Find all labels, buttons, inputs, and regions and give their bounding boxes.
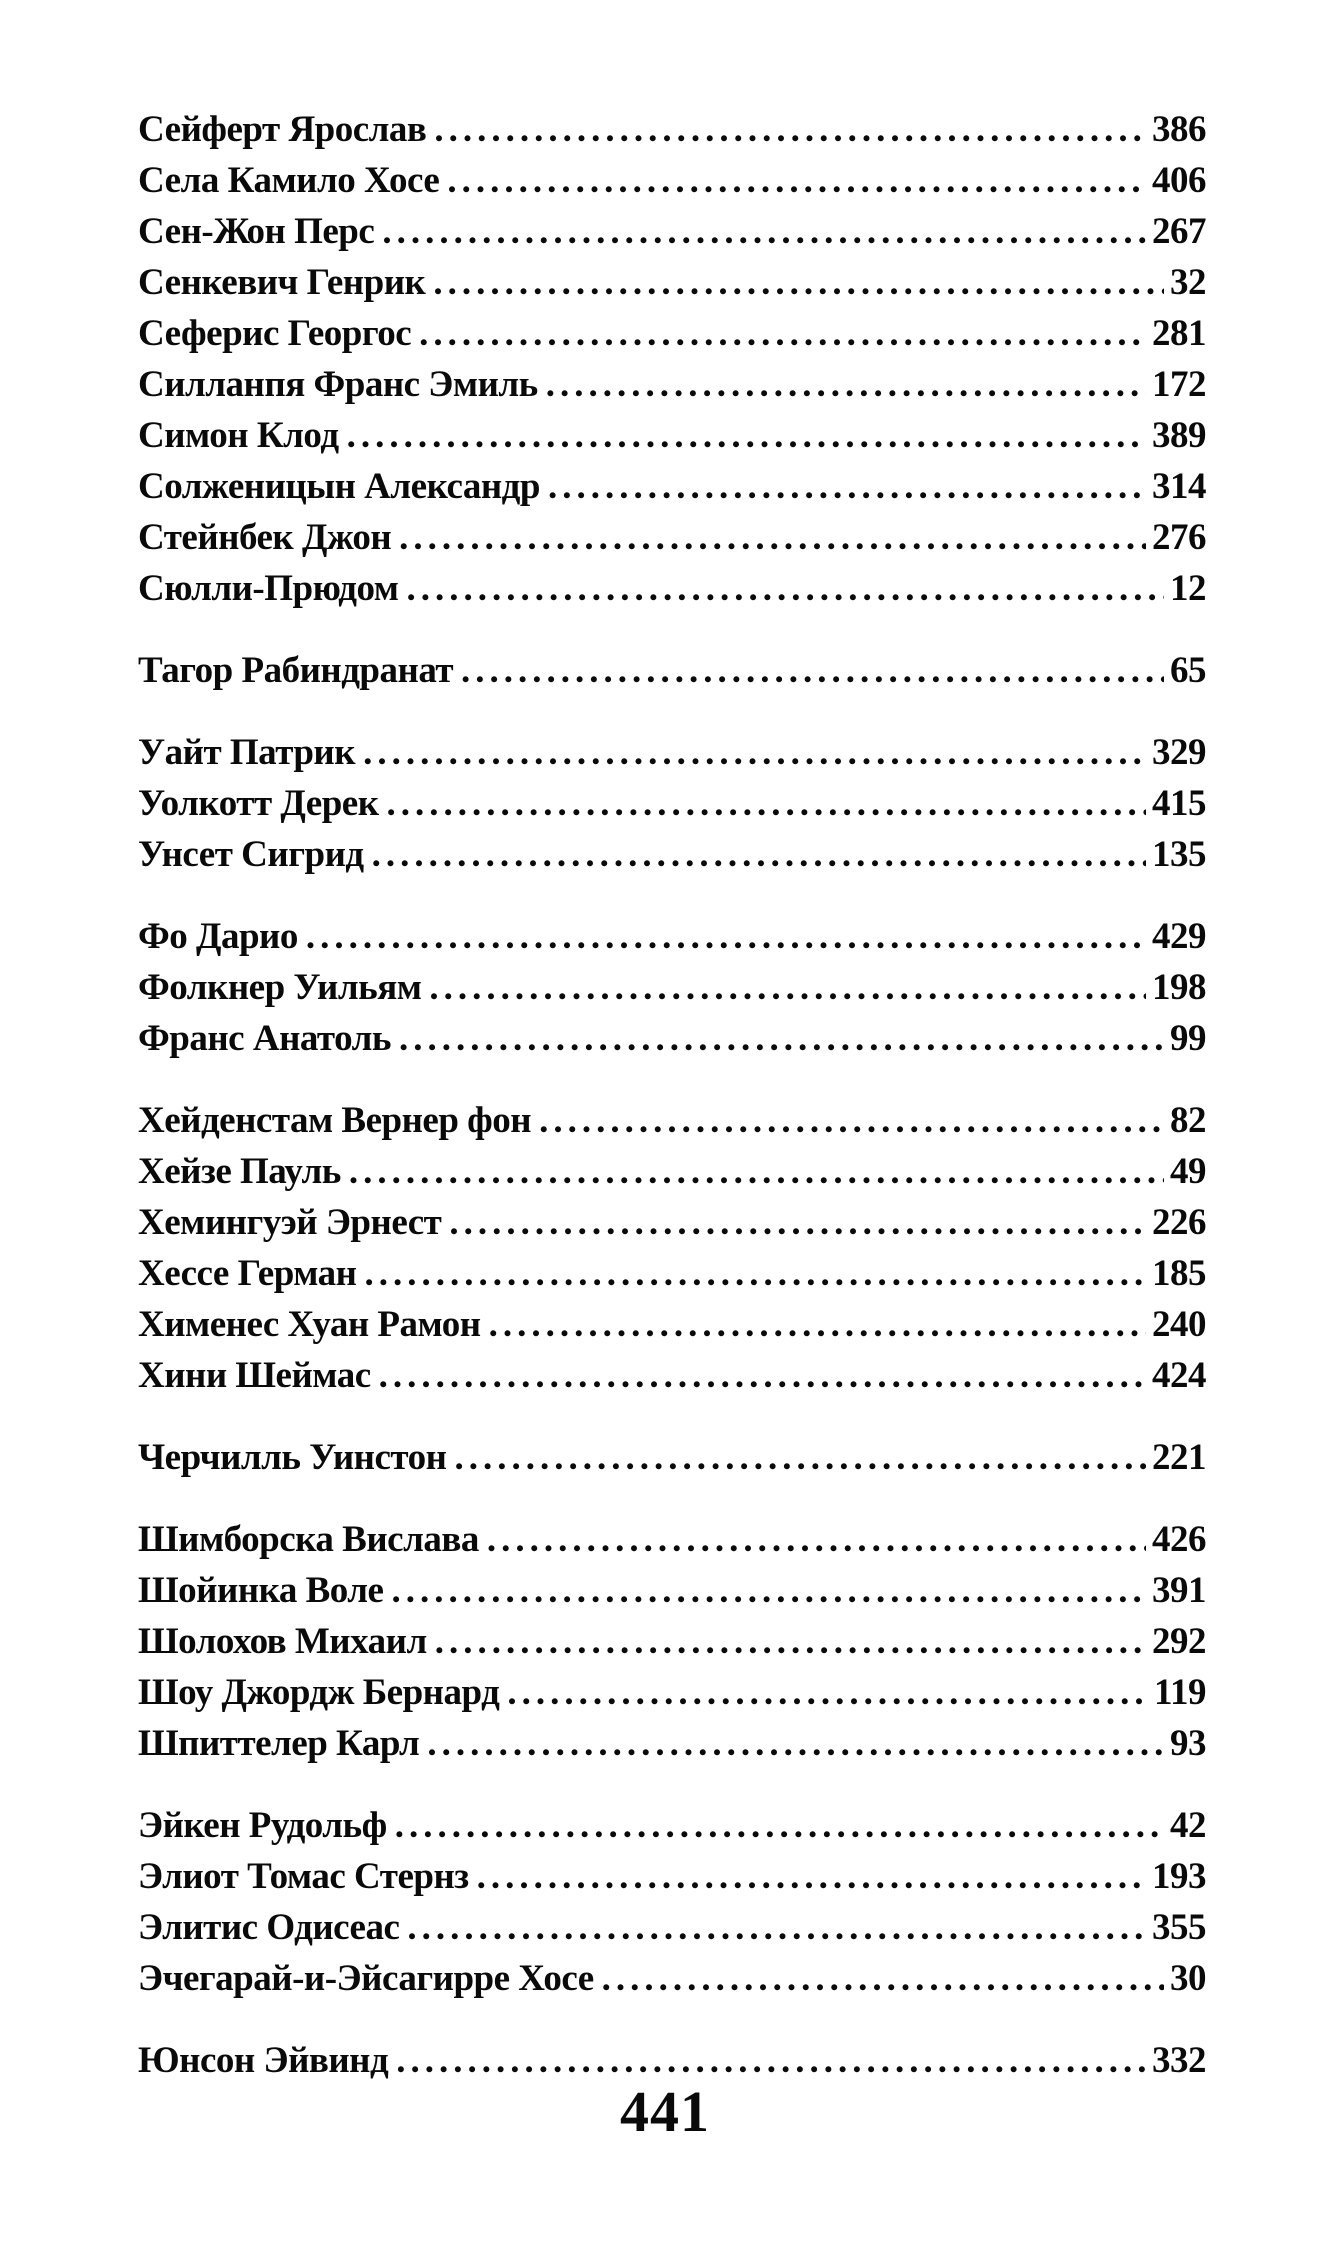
index-entry [138,778,1206,829]
dot-leader [395,1800,1164,1851]
entry-name: Черчилль Уинстон [138,1437,447,1478]
entry-name: Франс Анатоль [138,1018,391,1059]
dot-leader [406,563,1164,614]
entry-page-number: 135 [1152,834,1206,875]
dot-leader [349,1146,1164,1197]
dot-leader [449,1197,1146,1248]
index-entry [138,1667,1206,1718]
entry-page-number: 82 [1170,1100,1206,1141]
entry-name: Хемингуэй Эрнест [138,1202,442,1243]
index-entry [138,563,1206,614]
entry-page-number: 193 [1152,1856,1206,1897]
entry-page-number: 172 [1152,364,1206,405]
entry-page-number: 391 [1152,1570,1206,1611]
entry-page-number: 292 [1152,1621,1206,1662]
entry-page-number: 12 [1170,568,1206,609]
entry-name: Тагор Рабиндранат [138,650,454,691]
entry-page-number: 281 [1152,313,1206,354]
entry-name: Уайт Патрик [138,732,356,773]
dot-leader [454,1432,1146,1483]
index-entry [138,645,1206,696]
dot-leader [433,257,1164,308]
index-group [138,1800,1206,2004]
entry-name: Хейденстам Вернер фон [138,1100,532,1141]
entry-name: Шоу Джордж Бернард [138,1672,500,1713]
index-group [138,645,1206,696]
dot-leader [379,1350,1146,1401]
index-entry [138,1197,1206,1248]
index-entry [138,206,1206,257]
entry-page-number: 32 [1170,262,1206,303]
dot-leader [489,1299,1146,1350]
dot-leader [407,1902,1146,1953]
entry-name: Хини Шеймас [138,1355,371,1396]
entry-name: Элиот Томас Стернз [138,1856,469,1897]
entry-page-number: 314 [1152,466,1206,507]
index-entry [138,1718,1206,1769]
index-group [138,911,1206,1064]
index-group [138,104,1206,614]
entry-name: Стейнбек Джон [138,517,392,558]
entry-page-number: 221 [1152,1437,1206,1478]
dot-leader [539,1095,1164,1146]
entry-name: Элитис Одисеас [138,1907,400,1948]
index-entry [138,829,1206,880]
entry-page-number: 332 [1152,2040,1206,2081]
index-entry [138,410,1206,461]
dot-leader [391,1565,1146,1616]
entry-name: Хименес Хуан Рамон [138,1304,481,1345]
index-entry [138,1565,1206,1616]
dot-leader [372,829,1146,880]
index-entry [138,512,1206,563]
dot-leader [429,962,1146,1013]
index-entry [138,911,1206,962]
entry-name: Села Камило Хосе [138,160,440,201]
dot-leader [461,645,1164,696]
entry-page-number: 49 [1170,1151,1206,1192]
dot-leader [477,1851,1146,1902]
entry-page-number: 119 [1154,1672,1206,1713]
index-entry [138,1248,1206,1299]
entry-name: Фолкнер Уильям [138,967,422,1008]
index-entry [138,1299,1206,1350]
dot-leader [419,308,1146,359]
entry-name: Сенкевич Генрик [138,262,426,303]
dot-leader [434,104,1146,155]
entry-page-number: 389 [1152,415,1206,456]
entry-page-number: 406 [1152,160,1206,201]
entry-name: Солженицын Александр [138,466,540,507]
entry-page-number: 276 [1152,517,1206,558]
entry-page-number: 226 [1152,1202,1206,1243]
entry-page-number: 185 [1152,1253,1206,1294]
index-entry [138,1514,1206,1565]
dot-leader [507,1667,1148,1718]
entry-page-number: 386 [1152,109,1206,150]
name-index [138,104,1206,2117]
dot-leader [306,911,1146,962]
index-group [138,727,1206,880]
entry-page-number: 329 [1152,732,1206,773]
dot-leader [487,1514,1146,1565]
entry-page-number: 355 [1152,1907,1206,1948]
entry-name: Фо Дарио [138,916,298,957]
dot-leader [347,410,1146,461]
index-entry [138,155,1206,206]
dot-leader [548,461,1146,512]
index-group [138,1432,1206,1483]
index-entry [138,1432,1206,1483]
dot-leader [363,727,1146,778]
index-entry [138,308,1206,359]
entry-name: Юнсон Эйвинд [138,2040,389,2081]
entry-page-number: 415 [1152,783,1206,824]
entry-page-number: 267 [1152,211,1206,252]
entry-name: Шпиттелер Карл [138,1723,420,1764]
entry-page-number: 42 [1170,1805,1206,1846]
entry-page-number: 65 [1170,650,1206,691]
entry-name: Шимборска Вислава [138,1519,479,1560]
index-entry [138,1146,1206,1197]
entry-name: Унсет Сигрид [138,834,364,875]
dot-leader [602,1953,1164,2004]
index-entry [138,962,1206,1013]
index-group [138,1514,1206,1769]
entry-page-number: 240 [1152,1304,1206,1345]
entry-page-number: 99 [1170,1018,1206,1059]
index-entry [138,1013,1206,1064]
entry-page-number: 426 [1152,1519,1206,1560]
dot-leader [365,1248,1147,1299]
index-entry [138,1350,1206,1401]
entry-name: Сеферис Георгос [138,313,412,354]
dot-leader [447,155,1146,206]
entry-name: Сен-Жон Перс [138,211,375,252]
index-entry [138,1851,1206,1902]
dot-leader [435,1616,1146,1667]
dot-leader [427,1718,1164,1769]
dot-leader [546,359,1146,410]
entry-name: Эйкен Рудольф [138,1805,387,1846]
entry-name: Сюлли-Прюдом [138,568,399,609]
index-entry [138,1095,1206,1146]
entry-name: Силланпя Франс Эмиль [138,364,538,405]
index-entry [138,104,1206,155]
page-number: 441 [620,2079,710,2144]
index-entry [138,359,1206,410]
entry-name: Хейзе Пауль [138,1151,341,1192]
entry-name: Сейферт Ярослав [138,109,427,150]
dot-leader [399,512,1146,563]
index-entry [138,257,1206,308]
index-entry [138,1800,1206,1851]
entry-name: Хессе Герман [138,1253,357,1294]
index-entry [138,1616,1206,1667]
entry-name: Эчегарай-и-Эйсагирре Хосе [138,1958,594,1999]
index-entry [138,461,1206,512]
index-entry [138,1953,1206,2004]
entry-page-number: 198 [1152,967,1206,1008]
dot-leader [387,778,1146,829]
entry-page-number: 93 [1170,1723,1206,1764]
dot-leader [399,1013,1164,1064]
index-entry [138,1902,1206,1953]
index-group [138,1095,1206,1401]
entry-name: Симон Клод [138,415,339,456]
dot-leader [382,206,1146,257]
entry-name: Шойинка Воле [138,1570,384,1611]
entry-page-number: 429 [1152,916,1206,957]
entry-name: Уолкотт Дерек [138,783,379,824]
entry-page-number: 424 [1152,1355,1206,1396]
index-entry [138,727,1206,778]
entry-name: Шолохов Михаил [138,1621,427,1662]
entry-page-number: 30 [1170,1958,1206,1999]
